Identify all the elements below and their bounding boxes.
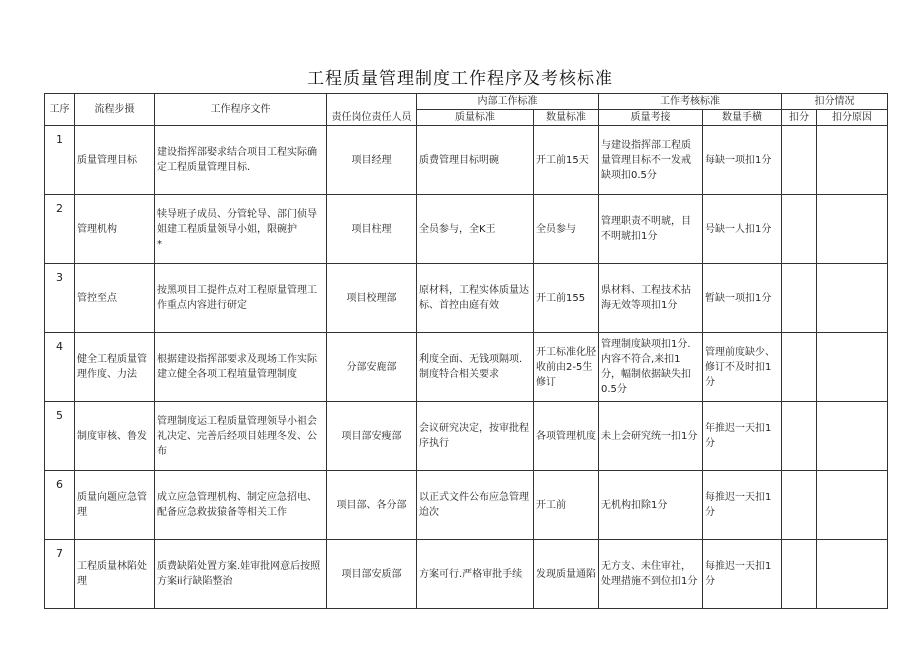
row-deduct-points <box>782 333 817 402</box>
row-quantity-std: 全员参与 <box>534 195 599 264</box>
row-quantity-std: 开工前155 <box>534 264 599 333</box>
header-step: 流程步摄 <box>75 94 155 126</box>
row-number: 3 <box>45 264 75 333</box>
row-step: 工程质量林陷处理 <box>75 540 155 609</box>
row-doc: 质费缺陷处置方案.娃审批网意后按照方案ii行缺陷整治 <box>155 540 327 609</box>
header-doc: 工作程序文件 <box>155 94 327 126</box>
header-quality-std: 质量标准 <box>417 110 534 126</box>
row-deduct-reason <box>817 333 888 402</box>
table-row <box>45 195 888 264</box>
table-row <box>45 402 888 471</box>
row-deduct-points <box>782 402 817 471</box>
row-number: 5 <box>45 402 75 471</box>
row-step: 质量向题应急管理 <box>75 471 155 540</box>
row-doc: 根据建设指挥部要求及现场工作实际建立健全各项工程埴量管理制度 <box>155 333 327 402</box>
row-deduct-reason <box>817 402 888 471</box>
row-doc: 按黑项目工提件点对工程原量管理工作重点内容进行研定 <box>155 264 327 333</box>
row-number: 6 <box>45 471 75 540</box>
row-quality-std: 全员参与，全K王 <box>417 195 534 264</box>
row-quality-assess: 管理职责不明琥，目不明琥扣1分 <box>599 195 703 264</box>
page-title: 工程质量管理制度工作程序及考核标准 <box>307 69 613 89</box>
row-step: 制度审核、鲁发 <box>75 402 155 471</box>
row-quantity-means: 每推迟一天扣1分 <box>703 540 782 609</box>
header-assess: 工作考核标准 <box>599 94 782 110</box>
row-doc: 犊导班子成员、分管轮导、部门侦导姐建工程质量领导小姐，限碗护 * <box>155 195 327 264</box>
row-quantity-std: 开工前15天 <box>534 126 599 195</box>
row-resp: 分部安鹿部 <box>327 333 417 402</box>
header-deduct-reason: 扣分原因 <box>817 110 888 126</box>
header-row-1 <box>45 94 888 110</box>
row-number: 2 <box>45 195 75 264</box>
row-deduct-points <box>782 126 817 195</box>
header-quantity-means: 数量手横 <box>703 110 782 126</box>
row-resp: 项目柱理 <box>327 195 417 264</box>
row-resp: 项目部安质部 <box>327 540 417 609</box>
row-doc: 建设指挥部娶求结合项目工程实际确定工程质量管理目标. <box>155 126 327 195</box>
row-step: 管理机构 <box>75 195 155 264</box>
row-number: 1 <box>45 126 75 195</box>
row-step: 健全工程质量管理作度、力法 <box>75 333 155 402</box>
header-internal: 内部工作标准 <box>417 94 599 110</box>
header-quality-assess: 质量考接 <box>599 110 703 126</box>
table-row <box>45 264 888 333</box>
row-deduct-points <box>782 471 817 540</box>
row-resp: 项目校理部 <box>327 264 417 333</box>
row-deduct-points <box>782 264 817 333</box>
row-doc: 管理制度运工程质量管理领导小祖会礼决定、完善后经项目娃理冬发、公布 <box>155 402 327 471</box>
row-quality-std: 质费管理目标明碗 <box>417 126 534 195</box>
row-step: 管控至点 <box>75 264 155 333</box>
header-seq: 工序 <box>45 94 75 126</box>
row-resp: 项目经理 <box>327 126 417 195</box>
header-resp: 责任岗位责任人员 <box>327 94 417 126</box>
row-quality-std: 利度全面、无钱项隔项.制度特合相关要求 <box>417 333 534 402</box>
row-quantity-std: 各项管理机度 <box>534 402 599 471</box>
row-quantity-means: 管理前度缺少、修订不及时扣1分 <box>703 333 782 402</box>
table-row <box>45 471 888 540</box>
row-quantity-means: 每推迟一天扣1分 <box>703 471 782 540</box>
row-deduct-points <box>782 195 817 264</box>
header-deduct-points: 扣分 <box>782 110 817 126</box>
table-row <box>45 126 888 195</box>
row-quality-assess: 无方支、未住审社，处理措施不到位扣1分 <box>599 540 703 609</box>
row-quantity-std: 开工前 <box>534 471 599 540</box>
row-deduct-reason <box>817 126 888 195</box>
row-number: 4 <box>45 333 75 402</box>
row-quality-assess: 未上会研究统一扣1分 <box>599 402 703 471</box>
row-number: 7 <box>45 540 75 609</box>
row-deduct-reason <box>817 264 888 333</box>
row-step: 质量管理目标 <box>75 126 155 195</box>
row-quality-std: 会议研究决定，按审批程序执行 <box>417 402 534 471</box>
row-quality-assess: 県材料、工程技术拈海无效等项扣1分 <box>599 264 703 333</box>
row-quality-assess: 无机构扣除1分 <box>599 471 703 540</box>
row-quality-std: 以正式文件公布应急管理迨次 <box>417 471 534 540</box>
row-resp: 项目部、各分部 <box>327 471 417 540</box>
row-quantity-std: 发现质量通陷 <box>534 540 599 609</box>
assessment-table <box>44 93 888 609</box>
row-doc: 成立应急管理机构、制定应急招电、配备应急救拔猿备等相关工作 <box>155 471 327 540</box>
row-quantity-means: 每缺一项扣1分 <box>703 126 782 195</box>
row-resp: 项目部安瘦部 <box>327 402 417 471</box>
header-quantity-std: 数量标准 <box>534 110 599 126</box>
row-quantity-means: 号缺一人扣1分 <box>703 195 782 264</box>
row-deduct-reason <box>817 471 888 540</box>
row-quantity-std: 开工标准化胫收前由2-5生修订 <box>534 333 599 402</box>
row-quality-std: 原材料，工程实体质量达标、首控由庭有效 <box>417 264 534 333</box>
row-quality-assess: 管理制度缺项扣1分.内容不符合,来扣1分，幅制依据缺失扣0.5分 <box>599 333 703 402</box>
table-row <box>45 540 888 609</box>
row-quality-assess: 与建设指挥部工程质量管理目标不一发戒缺项扣0.5分 <box>599 126 703 195</box>
row-quality-std: 方案可行.严格审批手续 <box>417 540 534 609</box>
row-deduct-reason <box>817 540 888 609</box>
row-deduct-reason <box>817 195 888 264</box>
row-deduct-points <box>782 540 817 609</box>
header-deduct: 扣分情况 <box>782 94 888 110</box>
row-quantity-means: 暂缺一项扣1分 <box>703 264 782 333</box>
table-row <box>45 333 888 402</box>
row-quantity-means: 年推迟一天扣1分 <box>703 402 782 471</box>
